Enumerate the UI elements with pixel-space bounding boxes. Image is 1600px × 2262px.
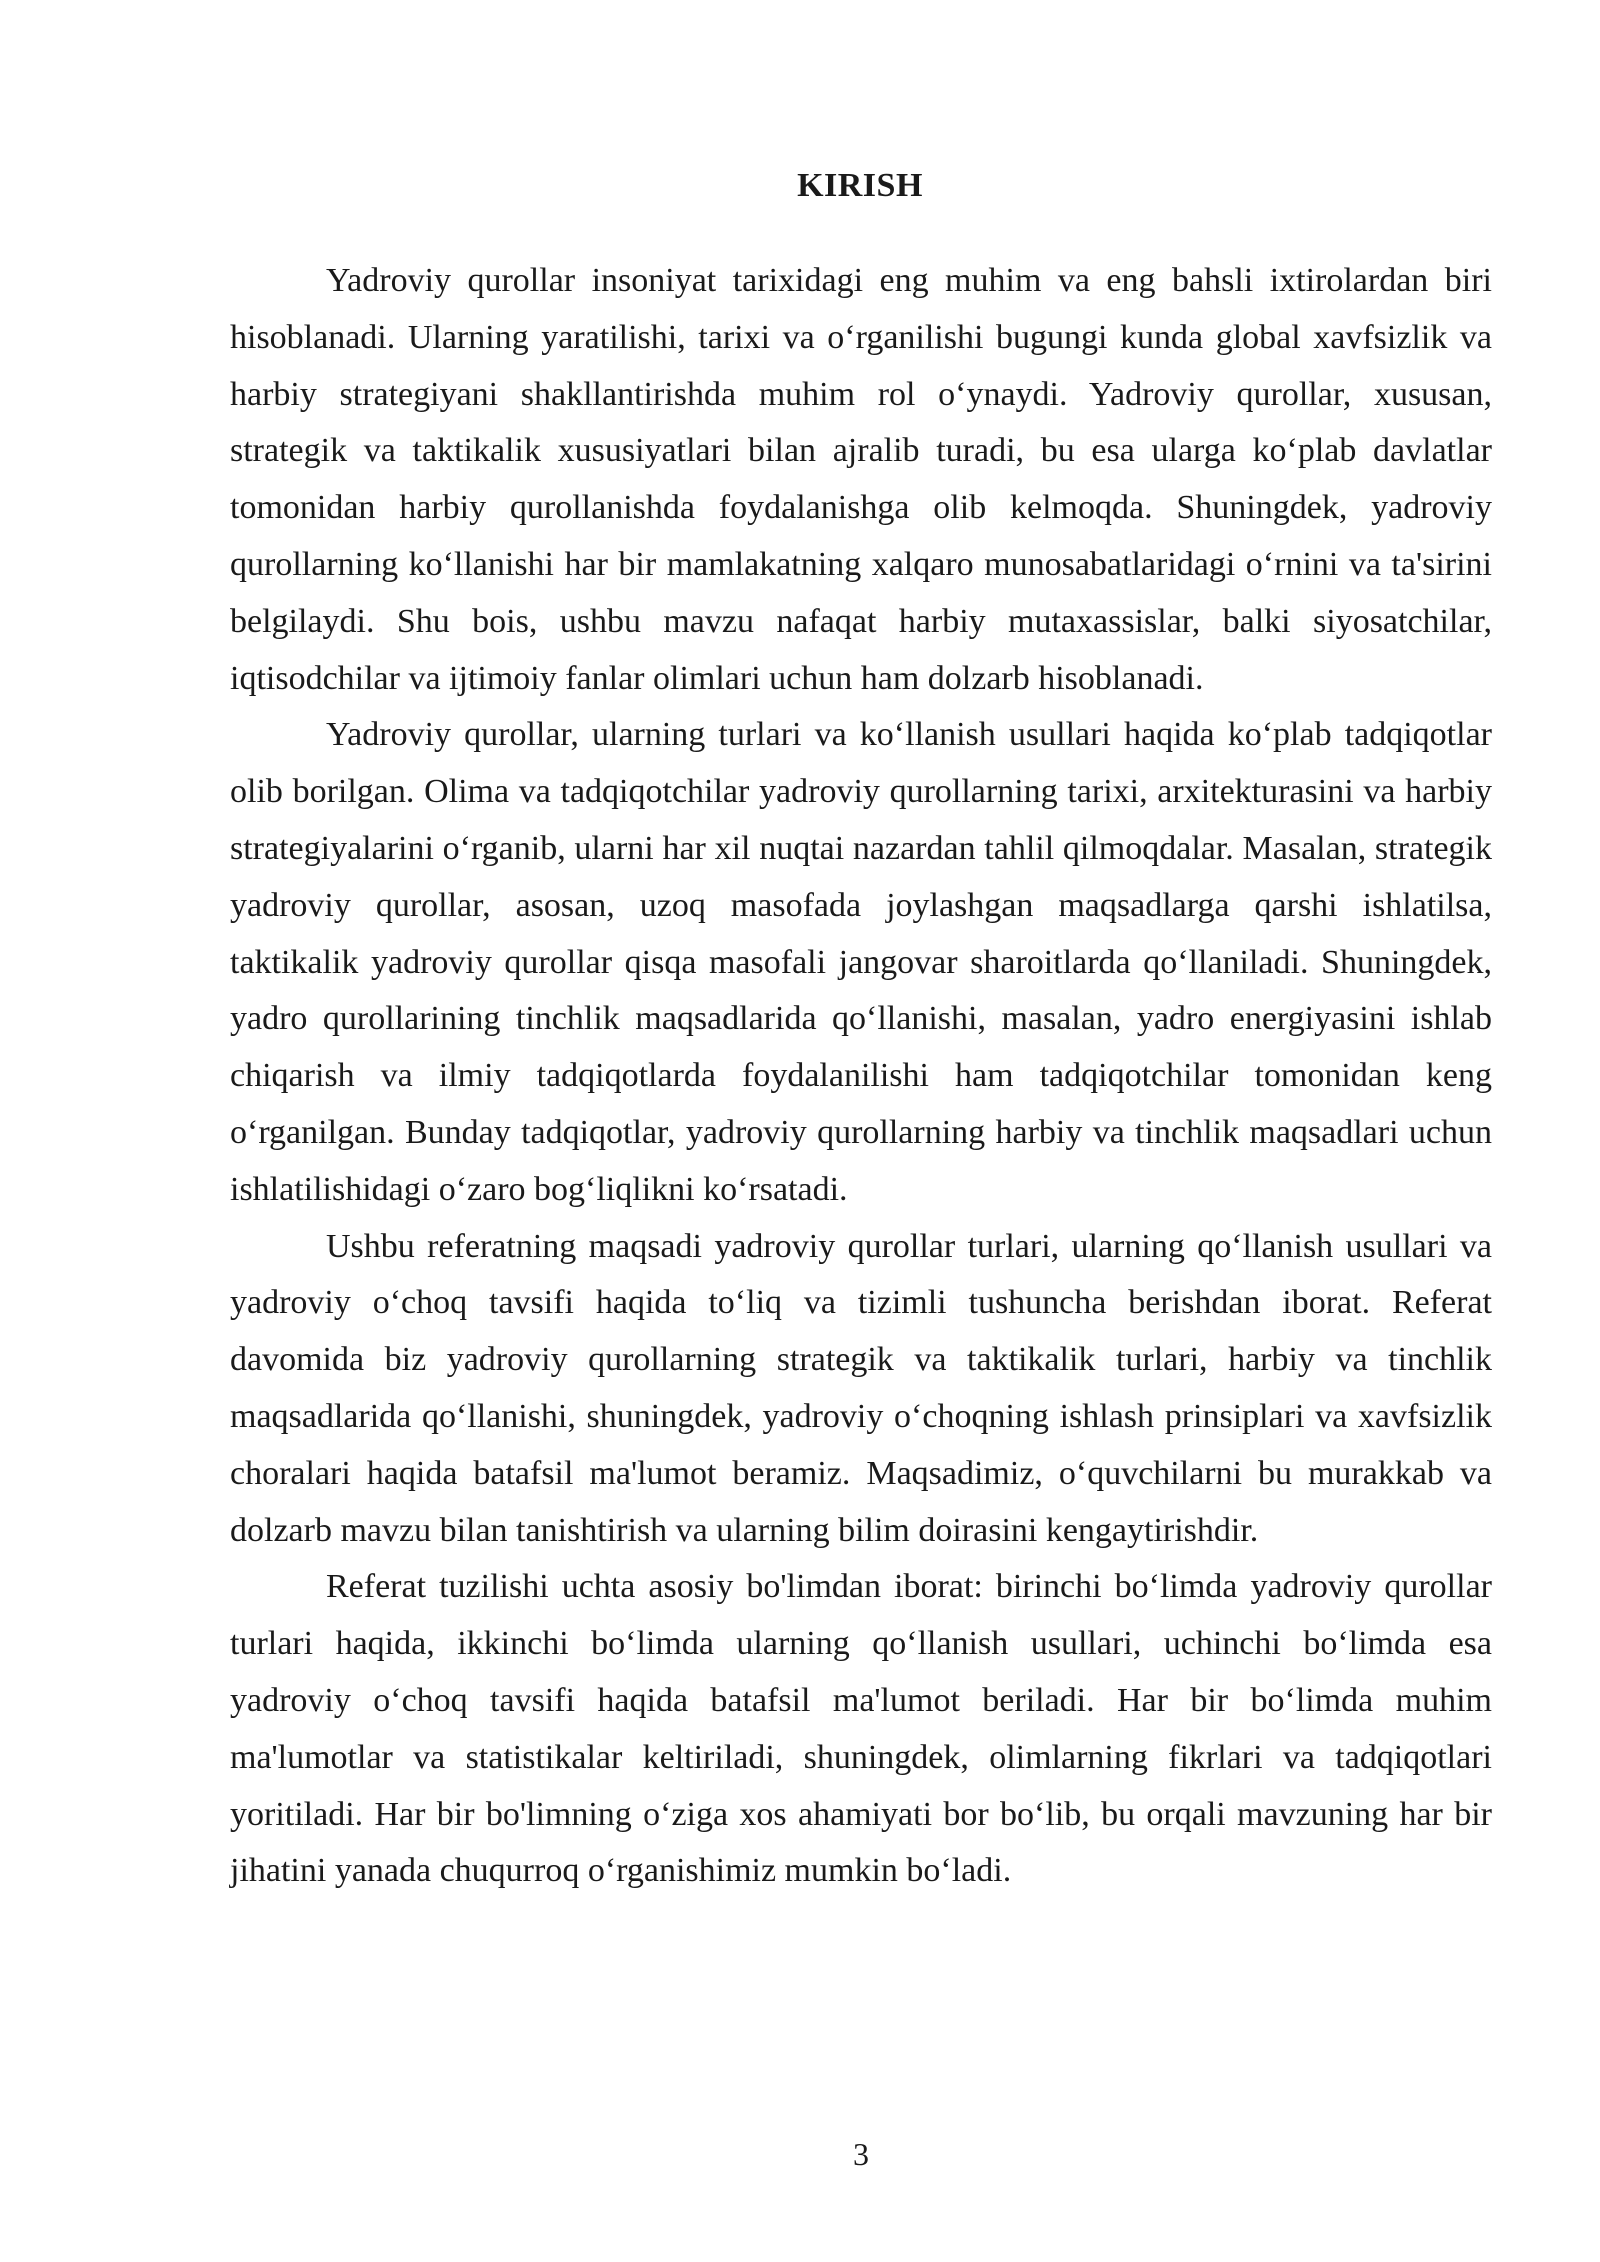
paragraph-1: Yadroviy qurollar insoniyat tarixidagi eng muhim va eng bahsli ixtirolardan biri hisoblanadi. Ularning yaratilishi, tarixi va o‘rganilishi bugungi kunda global xavfsizlik va harbiy strategiyani shakllantirishda muhim rol o‘ynaydi. Yadroviy qurollar, xususan, strategik va taktikalik xususiyatlari bilan ajralib turadi, bu esa ularga ko‘plab davlatlar tomonidan harbiy qurollanishda foydalanishga olib kelmoqda. Shuningdek, yadroviy qurollarning ko‘llanishi har bir mamlakatning xalqaro munosabatlaridagi o‘rnini va ta'sirini belgilaydi. Shu bois, ushbu mavzu nafaqat harbiy mutaxassislar, balki siyosatchilar, iqtisodchilar va ijtimoiy fanlar olimlari uchun ham dolzarb hisoblanadi. [230,262,1492,697]
paragraph-4: Referat tuzilishi uchta asosiy bo'limdan iborat: birinchi bo‘limda yadroviy qurollar turlari haqida, ikkinchi bo‘limda ularning qo‘llanish usullari, uchinchi bo‘limda esa yadroviy o‘choq tavsifi haqida batafsil ma'lumot beriladi. Har bir bo‘limda muhim ma'lumotlar va statistikalar keltiriladi, shuningdek, olimlarning fikrlari va tadqiqotlari yoritiladi. Har bir bo'limning o‘ziga xos ahamiyati bor bo‘lib, bu orqali mavzuning har bir jihatini yanada chuqurroq o‘rganishimiz mumkin bo‘ladi. [230,1568,1492,1890]
page-title: KIRISH [797,167,923,204]
paragraph-3: Ushbu referatning maqsadi yadroviy qurollar turlari, ularning qo‘llanish usullari va yadroviy o‘choq tavsifi haqida to‘liq va tizimli tushuncha berishdan iborat. Referat davomida biz yadroviy qurollarning strategik va taktikalik turlari, harbiy va tinchlik maqsadlarida qo‘llanishi, shuningdek, yadroviy o‘choqning ishlash prinsiplari va xavfsizlik choralari haqida batafsil ma'lumot beramiz. Maqsadimiz, o‘quvchilarni bu murakkab va dolzarb mavzu bilan tanishtirish va ularning bilim doirasini kengaytirishdir. [230,1227,1492,1549]
page-number: 3 [853,2136,869,2172]
paragraph-2: Yadroviy qurollar, ularning turlari va ko‘llanish usullari haqida ko‘plab tadqiqotlar olib borilgan. Olima va tadqiqotchilar yadroviy qurollarning tarixi, arxitekturasini va harbiy strategiyalarini o‘rganib, ularni har xil nuqtai nazardan tahlil qilmoqdalar. Masalan, strategik yadroviy qurollar, asosan, uzoq masofada joylashgan maqsadlarga qarshi ishlatilsa, taktikalik yadroviy qurollar qisqa masofali jangovar sharoitlarda qo‘llaniladi. Shuningdek, yadro qurollarining tinchlik maqsadlarida qo‘llanishi, masalan, yadro energiyasini ishlab chiqarish va ilmiy tadqiqotlarda foydalanilishi ham tadqiqotchilar tomonidan keng o‘rganilgan. Bunday tadqiqotlar, yadroviy qurollarning harbiy va tinchlik maqsadlari uchun ishlatilishidagi o‘zaro bog‘liqlikni ko‘rsatadi. [230,716,1492,1208]
body-text [230,253,1492,1900]
